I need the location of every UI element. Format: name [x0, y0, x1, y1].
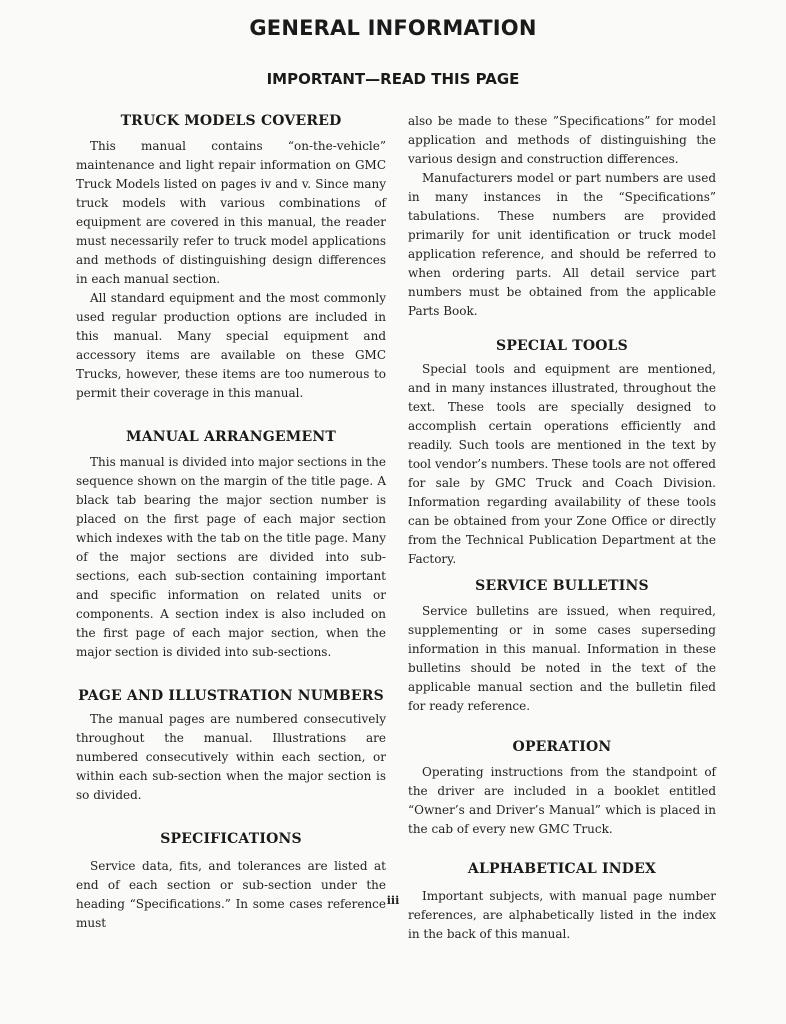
- paragraph-truck-models-1: This manual contains “on-the-vehicle” maintenance and light repair information on GMC Truck Models listed on pages iv and v. Since many truck models with various combinations of equipment are covered in this manual, the reader must necessarily refer to truck model applications and methods of distinguishing design differences in each manual section.: [76, 139, 386, 286]
- paragraph-service-bulletins-1: Service bulletins are issued, when required, supplementing or in some cases superseding information in this manual. Information in these bulletins should be noted in the text of the applicable manual section and the bulletin filed for ready reference.: [408, 604, 716, 713]
- heading-operation: OPERATION: [512, 739, 612, 755]
- heading-page-numbers: PAGE AND ILLUSTRATION NUMBERS: [78, 688, 384, 704]
- heading-service-bulletins: SERVICE BULLETINS: [475, 578, 649, 594]
- section-special-tools: [408, 337, 716, 569]
- paragraph-page-numbers-1: The manual pages are numbered consecutively throughout the manual. Illustrations are numbered consecutively within each section, or within each sub-section when the major section is so divided.: [76, 712, 386, 802]
- heading-special-tools: SPECIAL TOOLS: [496, 338, 628, 354]
- paragraph-operation-1: Operating instructions from the standpoint of the driver are included in a booklet entitled “Owner’s and Driver’s Manual” which is placed in the cab of every new GMC Truck.: [408, 765, 716, 836]
- heading-specifications: SPECIFICATIONS: [160, 831, 302, 847]
- paragraph-specifications-1-continued: also be made to these ”Specifications” for model application and methods of distinguishing the various design and construction differences.: [408, 114, 716, 166]
- paragraph-alphabetical-index-1: Important subjects, with manual page number references, are alphabetically listed in the index in the back of this manual.: [408, 889, 716, 941]
- section-service-bulletins: [408, 577, 716, 716]
- paragraph-specifications-2: Manufacturers model or part numbers are used in many instances in the “Specifications” tabulations. These numbers are provided primarily for unit identification or truck model application reference, and should be referred to when ordering parts. All detail service part numbers must be obtained from the applicable Parts Book.: [408, 171, 716, 318]
- section-truck-models: [76, 112, 386, 403]
- page-number: iii: [386, 894, 400, 907]
- paragraph-special-tools-1: Special tools and equipment are mentioned, and in many instances illustrated, throughout the text. These tools are specially designed to accomplish certain operations efficiently and readily. Such tools are mentioned in the text by tool vendor’s numbers. These tools are not offered for sale by GMC Truck and Coach Division. Information regarding availability of these tools can be obtained from your Zone Office or directly from the Technical Publication Department at the Factory.: [408, 362, 716, 566]
- paragraph-manual-arrangement-1: This manual is divided into major sections in the sequence shown on the margin of the title page. A black tab bearing the major section number is placed on the first page of each major section which indexes with the tab on the title page. Many of the major sections are divided into sub-sections, each sub-section containing important and specific information on related units or components. A section index is also included on the first page of each major section, when the major section is divided into sub-sections.: [76, 455, 386, 659]
- heading-truck-models: TRUCK MODELS COVERED: [120, 113, 342, 129]
- paragraph-specifications-1: Service data, fits, and tolerances are listed at end of each section or sub-section under the heading “Specifications.” In some cases reference must: [76, 859, 386, 930]
- section-manual-arrangement: [76, 428, 386, 662]
- right-column: [408, 112, 716, 944]
- heading-alphabetical-index: ALPHABETICAL INDEX: [467, 861, 657, 877]
- page-title: GENERAL INFORMATION: [249, 16, 537, 40]
- page-subtitle: IMPORTANT—READ THIS PAGE: [266, 70, 520, 88]
- section-operation: [408, 738, 716, 839]
- heading-manual-arrangement: MANUAL ARRANGEMENT: [126, 429, 336, 445]
- left-column: [76, 112, 386, 933]
- section-page-numbers: [76, 687, 386, 805]
- paragraph-truck-models-2: All standard equipment and the most commonly used regular production options are included in this manual. Many special equipment and accessory items are available on these GMC Trucks, however, these items are too numerous to permit their coverage in this manual.: [76, 291, 386, 400]
- section-specifications: [76, 830, 386, 933]
